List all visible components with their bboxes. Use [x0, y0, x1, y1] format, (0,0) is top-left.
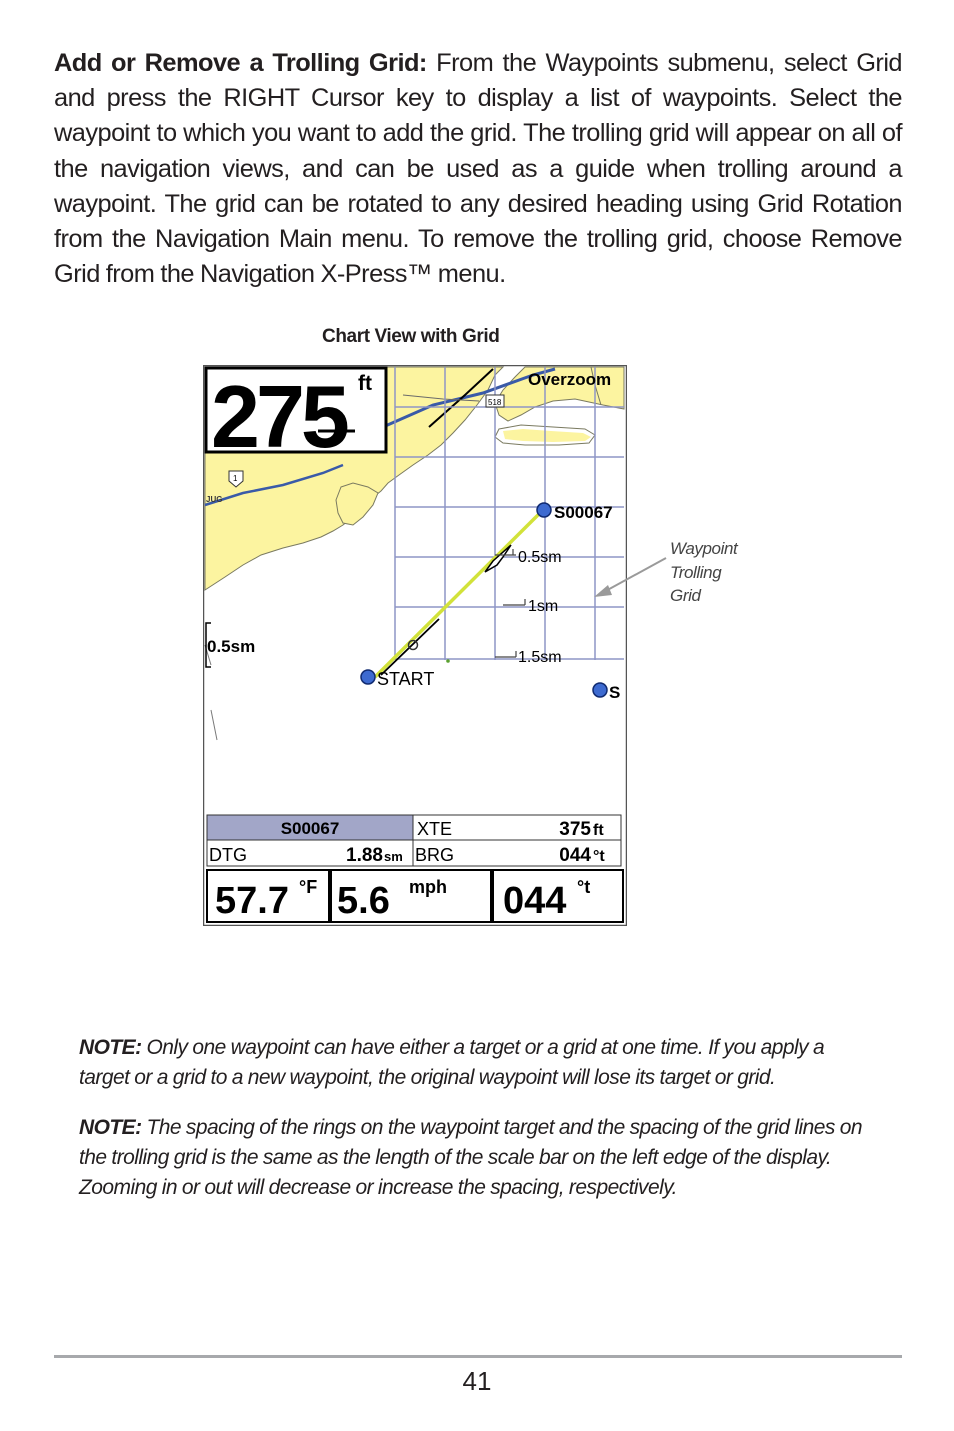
callout-line-3: Grid: [670, 586, 701, 605]
brg-label: BRG: [415, 845, 455, 865]
heading-value: 044: [503, 880, 567, 922]
speed-value: 5.6: [337, 880, 390, 922]
callout-line-2: Trolling: [670, 562, 722, 582]
xte-value: 375: [559, 819, 591, 840]
extra-waypoint-icon: [593, 683, 607, 697]
note-1-text: Only one waypoint can have either a target or a grid at one time. If you apply a target or a grid to a new waypoint, the original waypoint will lose its target or grid.: [79, 1036, 825, 1089]
waypoint-icon: [537, 503, 551, 517]
dtg-unit: sm: [384, 849, 403, 864]
highway-shield-label: 1: [233, 474, 238, 483]
grid-label-0-5: 0.5sm: [518, 549, 562, 566]
xte-label: XTE: [417, 819, 453, 839]
shore-label: JUG: [206, 495, 223, 504]
depth-unit: ft: [358, 372, 372, 395]
extra-waypoint-label: S: [609, 683, 621, 702]
paragraph-text: From the Waypoints submenu, select Grid and press the RIGHT Cursor key to display a list of waypoints. Select the waypoint to which you want to add the grid. The trolling grid will appear on all of the navigation views, and can be used as a guide when trolling around a waypoint. The grid can be rotated to any desired heading using Grid Rotation from the Navigation Main menu. To remove the trolling grid, choose Remove Grid from the Navigation X-Press™ menu.: [54, 49, 902, 289]
brg-unit: °t: [593, 848, 605, 865]
grid-label-1: 1sm: [528, 598, 559, 615]
footer-rule: [54, 1355, 902, 1358]
zoom-label: Overzoom: [528, 370, 612, 389]
note-1-label: NOTE:: [79, 1036, 142, 1059]
track-point-icon: [446, 659, 450, 663]
start-waypoint-icon: [361, 670, 375, 684]
route-shield-label: 518: [488, 398, 502, 407]
dtg-label: DTG: [209, 845, 247, 865]
figure-caption: Chart View with Grid: [322, 326, 500, 347]
callout-arrow-icon: [590, 555, 670, 600]
brg-value: 044: [559, 845, 591, 866]
callout-label: [670, 537, 737, 608]
chart-view-screen: [203, 365, 627, 926]
body-paragraph: [54, 46, 902, 292]
grid-label-1-5: 1.5sm: [518, 649, 562, 666]
depth-value: 275: [211, 367, 346, 466]
page-number: 41: [462, 1366, 492, 1396]
dtg-value: 1.88: [346, 845, 383, 866]
note-2: [79, 1113, 879, 1203]
note-1: [79, 1033, 879, 1093]
data-waypoint-name: S00067: [280, 819, 340, 838]
callout-line-1: Waypoint: [670, 539, 738, 558]
scale-label: 0.5sm: [207, 637, 256, 656]
note-2-text: The spacing of the rings on the waypoint target and the spacing of the grid lines on the trolling grid is the same as the length of the scale bar on the left edge of the display. Zooming in or out will decrease or increase the spacing, respectively.: [79, 1116, 863, 1199]
paragraph-heading: Add or Remove a Trolling Grid:: [54, 49, 427, 77]
temperature-value: 57.7: [215, 880, 289, 922]
temperature-unit: °F: [299, 877, 318, 897]
waypoint-label: S00067: [554, 503, 613, 522]
note-2-label: NOTE:: [79, 1116, 142, 1139]
heading-unit: °t: [577, 877, 591, 897]
start-label: START: [377, 669, 435, 689]
speed-unit: mph: [409, 877, 447, 897]
xte-unit: ft: [593, 822, 604, 839]
